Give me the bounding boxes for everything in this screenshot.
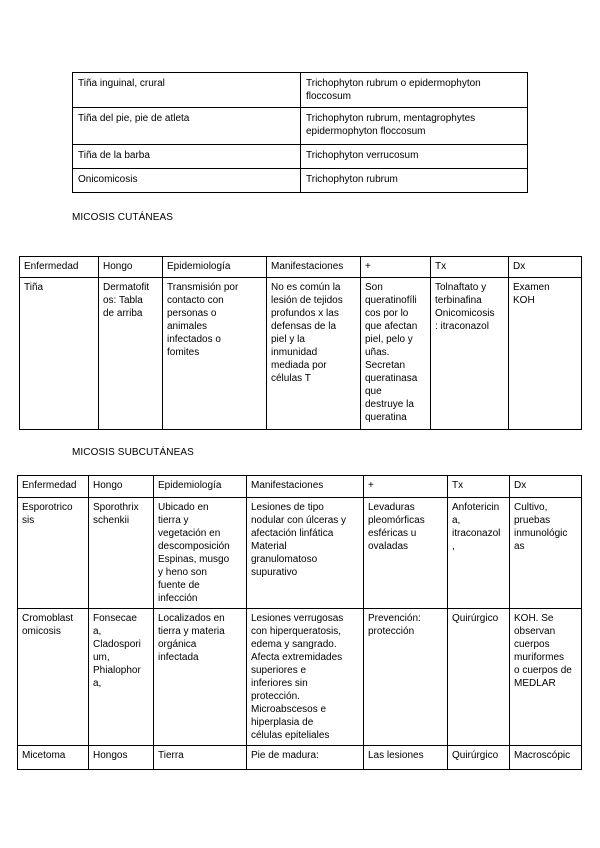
table-row — [73, 145, 528, 169]
table-cell: Son queratinofíli cos por lo que afectan piel, pelo y uñas. Secretan queratinasa que destruye la queratina — [361, 278, 431, 430]
table-cell: Trichophyton rubrum o epidermophyton floccosum — [301, 73, 528, 108]
table-cell: Sporothrix schenkii — [89, 498, 154, 609]
table-cell: Trichophyton rubrum — [301, 169, 528, 193]
table-cell: Trichophyton rubrum, mentagrophytes epidermophyton floccosum — [301, 108, 528, 145]
header-cell: Enfermedad — [20, 257, 99, 278]
table-row — [73, 169, 528, 193]
table-cell: Tiña de la barba — [73, 145, 301, 169]
header-cell: Enfermedad — [18, 476, 89, 498]
header-cell: + — [364, 476, 448, 498]
table-cell: Tiña del pie, pie de atleta — [73, 108, 301, 145]
table-cell: Levaduras pleomórficas esféricas u ovaladas — [364, 498, 448, 609]
table-header-row — [20, 257, 582, 278]
table-cell: Esporotrico sis — [18, 498, 89, 609]
table-cell: Hongos — [89, 746, 154, 770]
section-heading-subcutaneous: MICOSIS SUBCUTÁNEAS — [72, 447, 194, 458]
table-row — [18, 609, 582, 746]
table-cell: Quirúrgico — [448, 746, 510, 770]
table-cell: Anfotericin a, itraconazol , — [448, 498, 510, 609]
header-cell: Manifestaciones — [247, 476, 364, 498]
table-cell: Localizados en tierra y materia orgánica infectada — [154, 609, 247, 746]
table-cell: Fonsecae a, Cladospori um, Phialophor a, — [89, 609, 154, 746]
header-cell: Dx — [509, 257, 582, 278]
table-cell: Cromoblast omicosis — [18, 609, 89, 746]
table-cell: Micetoma — [18, 746, 89, 770]
header-cell: Epidemiología — [154, 476, 247, 498]
table-cell: Lesiones verrugosas con hiperqueratosis, edema y sangrado. Afecta extremidades superiores e inferiores sin protección. Microabscesos e hiperplasia de células epiteliales — [247, 609, 364, 746]
table-cell: Las lesiones — [364, 746, 448, 770]
table-cell: Macroscópic — [510, 746, 582, 770]
table-cell: Pie de madura: — [247, 746, 364, 770]
table-row — [73, 108, 528, 145]
header-cell: + — [361, 257, 431, 278]
table-cell: KOH. Se observan cuerpos muriformes o cuerpos de MEDLAR — [510, 609, 582, 746]
header-cell: Tx — [448, 476, 510, 498]
table-cell: No es común la lesión de tejidos profundos x las defensas de la piel y la inmunidad mediada por células T — [267, 278, 361, 430]
header-cell: Epidemiología — [163, 257, 267, 278]
section-heading-cutaneous: MICOSIS CUTÁNEAS — [72, 212, 174, 223]
table-cell: Prevención: protección — [364, 609, 448, 746]
table-cell: Onicomicosis — [73, 169, 301, 193]
table-cell: Lesiones de tipo nodular con úlceras y afectación linfática Material granulomatoso supurativo — [247, 498, 364, 609]
table-cell: Examen KOH — [509, 278, 582, 430]
table-cell: Tiña — [20, 278, 99, 430]
table-cell: Tierra — [154, 746, 247, 770]
organisms-table — [72, 72, 528, 193]
table-row — [73, 73, 528, 108]
header-cell: Hongo — [89, 476, 154, 498]
table-cell: Transmisión por contacto con personas o animales infectados o fomites — [163, 278, 267, 430]
header-cell: Hongo — [99, 257, 163, 278]
table-cell: Dermatofit os: Tabla de arriba — [99, 278, 163, 430]
header-cell: Manifestaciones — [267, 257, 361, 278]
subcutaneous-mycoses-table — [17, 475, 582, 770]
table-row — [20, 278, 582, 430]
header-cell: Tx — [431, 257, 509, 278]
cutaneous-mycoses-table — [19, 256, 582, 430]
table-header-row — [18, 476, 582, 498]
table-cell: Ubicado en tierra y vegetación en descomposición Espinas, musgo y heno son fuente de infección — [154, 498, 247, 609]
table-row — [18, 498, 582, 609]
table-cell: Trichophyton verrucosum — [301, 145, 528, 169]
table-row — [18, 746, 582, 770]
table-cell: Tiña inguinal, crural — [73, 73, 301, 108]
table-cell: Quirúrgico — [448, 609, 510, 746]
header-cell: Dx — [510, 476, 582, 498]
table-cell: Cultivo, pruebas inmunológic as — [510, 498, 582, 609]
table-cell: Tolnaftato y terbinafina Onicomicosis : itraconazol — [431, 278, 509, 430]
